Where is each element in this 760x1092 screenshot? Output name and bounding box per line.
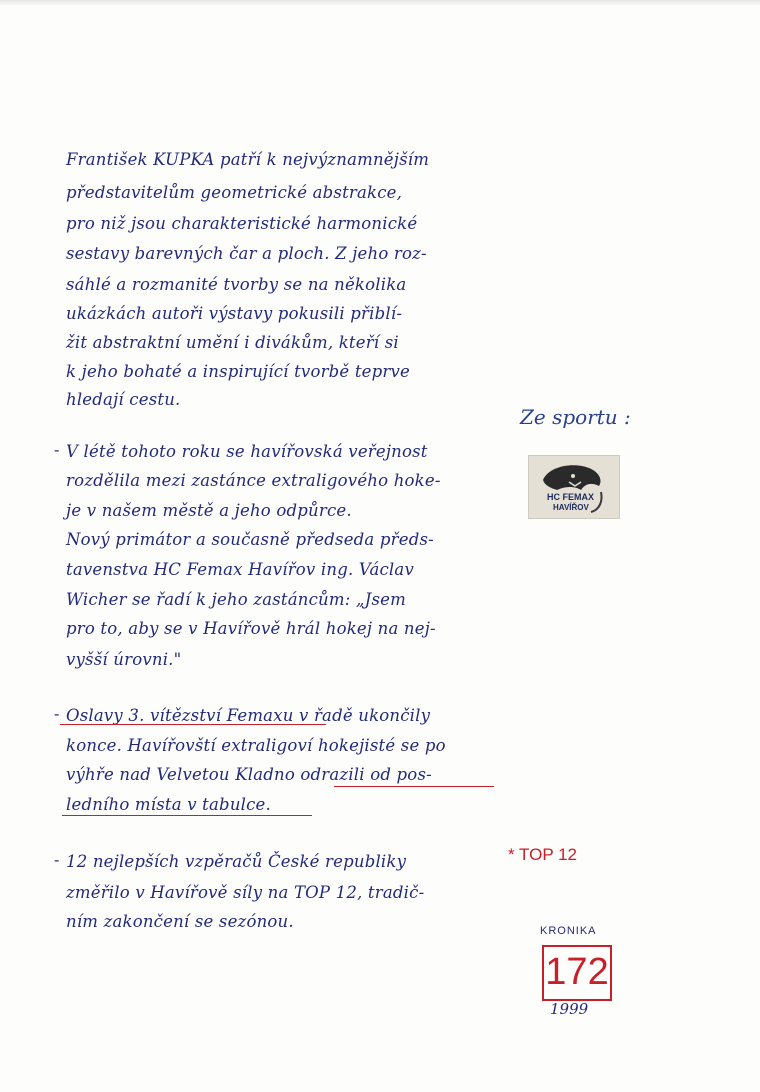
text-line: žit abstraktní umění i divákům, kteří si (66, 333, 399, 352)
text-line: rozdělila mezi zastánce extraligového hoke- (66, 471, 441, 490)
text-line: V létě tohoto roku se havířovská veřejnost (66, 442, 428, 461)
text-line: vyšší úrovni." (66, 650, 182, 669)
red-underline (62, 815, 312, 816)
text-line: konce. Havířovští extraligoví hokejisté se po (66, 736, 446, 755)
bullet-dash: - (54, 440, 60, 459)
logo-text-2: HAVÍŘOV (553, 503, 589, 512)
bullet-dash: - (54, 850, 60, 869)
text-line: je v našem městě a jeho odpůrce. (66, 501, 352, 520)
text-line: sestavy barevných čar a ploch. Z jeho roz- (66, 244, 427, 263)
text-line: změřilo v Havířově síly na TOP 12, tradič- (66, 883, 425, 902)
text-line: výhře nad Velvetou Kladno odrazili od pos- (66, 765, 432, 784)
bullet-dash: - (54, 704, 60, 723)
red-underline (60, 724, 326, 725)
chronicle-year: 1999 (550, 1000, 589, 1018)
text-line: ukázkách autoři výstavy pokusili přiblí- (66, 304, 403, 323)
panther-logo-icon (529, 456, 619, 518)
text-line: pro niž jsou charakteristické harmonické (66, 214, 418, 233)
text-line: Oslavy 3. vítězství Femaxu v řadě ukončily (66, 706, 431, 725)
text-line: hledají cestu. (66, 390, 181, 409)
text-line: Nový primátor a současně předseda předs- (66, 530, 434, 549)
logo-text-1: HC FEMAX (547, 492, 594, 502)
top12-note: * TOP 12 (508, 845, 577, 864)
text-line: k jeho bohaté a inspirující tvorbě teprve (66, 362, 410, 381)
text-line: ledního místa v tabulce. (66, 795, 271, 814)
text-line: ním zakončení se sezónou. (66, 912, 294, 931)
text-line: sáhlé a rozmanité tvorby se na několika (66, 275, 407, 294)
text-line: tavenstva HC Femax Havířov ing. Václav (66, 560, 414, 579)
text-line: František KUPKA patří k nejvýznamnějším (66, 150, 430, 169)
red-underline (334, 786, 494, 787)
text-line: Wicher se řadí k jeho zastáncům: „Jsem (66, 590, 406, 609)
text-line: pro to, aby se v Havířově hrál hokej na nej- (66, 619, 436, 638)
scan-edge (0, 0, 760, 6)
page-number: 172 (545, 951, 609, 993)
kronika-label: KRONIKA (540, 925, 597, 937)
sport-section-heading: Ze sportu : (520, 405, 631, 429)
text-line: představitelům geometrické abstrakce, (66, 183, 403, 202)
hc-femax-logo (528, 455, 620, 519)
text-line: 12 nejlepších vzpěračů České republiky (66, 852, 407, 871)
